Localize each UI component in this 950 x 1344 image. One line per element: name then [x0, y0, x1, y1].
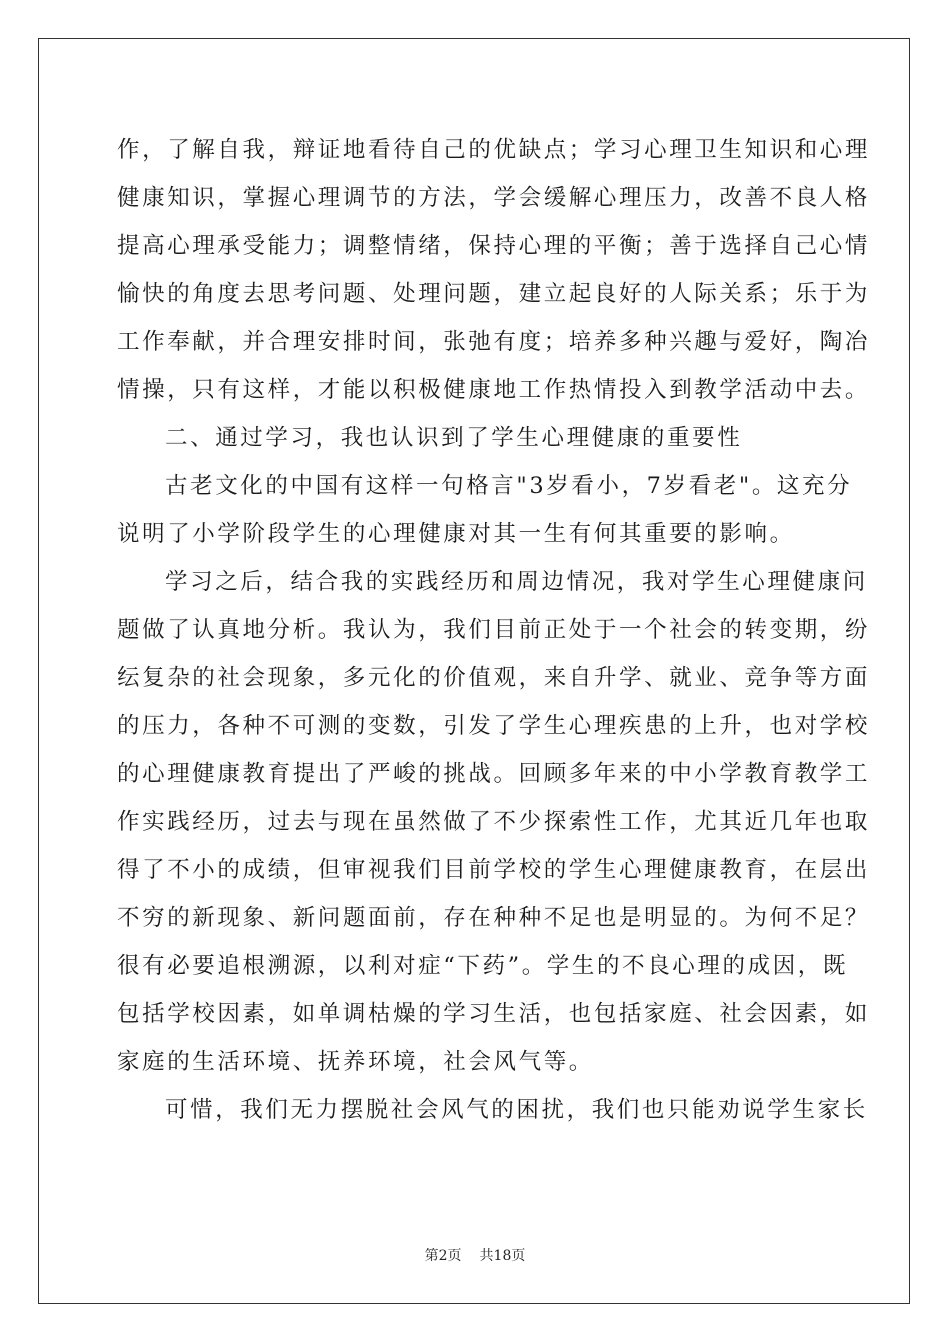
text-line: 情操，只有这样，才能以积极健康地工作热情投入到教学活动中去。 — [117, 377, 871, 403]
text-line: 提高心理承受能力；调整情绪，保持心理的平衡；善于选择自己心情 — [117, 233, 871, 259]
page-total: 共18页 — [479, 1248, 526, 1264]
body-text — [117, 126, 871, 1134]
text-line: 可惜，我们无力摆脱社会风气的困扰，我们也只能劝说学生家长 — [165, 1097, 868, 1123]
text-line: 纭复杂的社会现象，多元化的价值观，来自升学、就业、竞争等方面 — [117, 665, 871, 691]
text-line: 题做了认真地分析。我认为，我们目前正处于一个社会的转变期，纷 — [117, 617, 871, 643]
text-line: 学习之后，结合我的实践经历和周边情况，我对学生心理健康问 — [165, 569, 868, 595]
text-line: 工作奉献，并合理安排时间，张弛有度；培养多种兴趣与爱好，陶冶 — [117, 329, 871, 355]
text-line: 得了不小的成绩，但审视我们目前学校的学生心理健康教育，在层出 — [117, 857, 871, 883]
text-line: 的心理健康教育提出了严峻的挑战。回顾多年来的中小学教育教学工 — [117, 761, 871, 787]
text-line: 作实践经历，过去与现在虽然做了不少探索性工作，尤其近几年也取 — [117, 809, 871, 835]
text-line: 不穷的新现象、新问题面前，存在种种不足也是明显的。为何不足？ — [117, 905, 871, 931]
text-line: 古老文化的中国有这样一句格言"3岁看小，7岁看老"。这充分 — [165, 473, 853, 499]
text-line: 作，了解自我，辩证地看待自己的优缺点；学习心理卫生知识和心理 — [117, 137, 871, 163]
text-line: 很有必要追根溯源，以利对症“下药”。学生的不良心理的成因，既 — [117, 953, 849, 979]
text-line: 包括学校因素，如单调枯燥的学习生活，也包括家庭、社会因素，如 — [117, 1001, 871, 1027]
text-line: 二、通过学习，我也认识到了学生心理健康的重要性 — [165, 425, 743, 451]
page-footer — [0, 1245, 950, 1265]
text-line: 家庭的生活环境、抚养环境，社会风气等。 — [117, 1049, 594, 1075]
text-line: 说明了小学阶段学生的心理健康对其一生有何其重要的影响。 — [117, 521, 795, 547]
text-line: 的压力，各种不可测的变数，引发了学生心理疾患的上升，也对学校 — [117, 713, 871, 739]
text-line: 愉快的角度去思考问题、处理问题，建立起良好的人际关系；乐于为 — [117, 281, 871, 307]
text-line: 健康知识，掌握心理调节的方法，学会缓解心理压力，改善不良人格 — [117, 185, 871, 211]
page-number: 第2页 — [424, 1248, 462, 1264]
